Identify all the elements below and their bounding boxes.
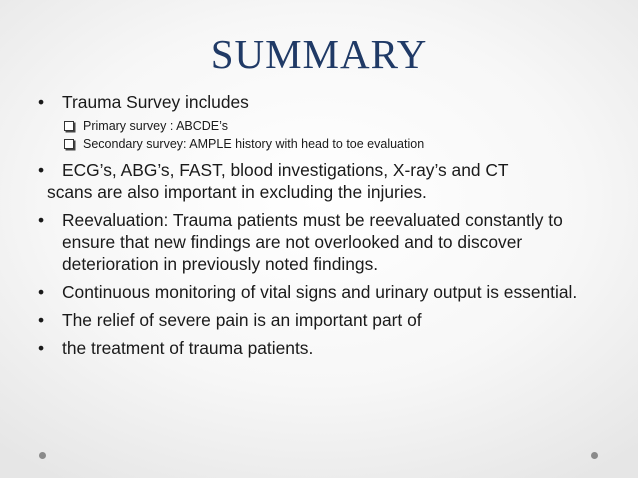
slide-title: SUMMARY	[210, 31, 428, 77]
bullet-text: The relief of severe pain is an important part of	[62, 310, 422, 330]
bullet-text-line2: scans are also important in excluding the injuries.	[47, 182, 427, 202]
bullet-item-trauma-survey	[38, 91, 608, 153]
sub-item-primary-survey	[62, 117, 608, 135]
bullet-text: the treatment of trauma patients.	[62, 338, 314, 358]
bullet-text: Reevaluation: Trauma patients must be reevaluated constantly to ensure that new findings are not overlooked and to discover deterioration in previously noted findings.	[62, 210, 563, 274]
sub-item-text: Secondary survey: AMPLE history with head to toe evaluation	[83, 137, 425, 151]
bullet-dot: •	[38, 210, 45, 230]
sub-item-secondary-survey	[62, 135, 608, 153]
bullet-dot: •	[38, 338, 45, 358]
bullet-dot: •	[38, 282, 45, 302]
decorative-dot-right	[591, 452, 598, 459]
bullet-dot: •	[38, 160, 45, 180]
bullet-item-reevaluation	[38, 209, 608, 275]
bullet-dot: •	[38, 310, 45, 330]
bullet-text: Trauma Survey includes	[62, 92, 249, 112]
sub-bullet-list	[62, 117, 608, 153]
checkbox-bullet-icon	[64, 139, 74, 149]
bullet-list	[38, 91, 608, 365]
bullet-item-pain-relief	[38, 309, 608, 331]
bullet-dot: •	[38, 92, 45, 112]
bullet-item-treatment	[38, 337, 608, 359]
checkbox-bullet-icon	[64, 121, 74, 131]
bullet-item-monitoring	[38, 281, 608, 303]
bullet-text-line1: ECG’s, ABG’s, FAST, blood investigations, X-ray’s and CT	[62, 160, 509, 180]
bullet-text: Continuous monitoring of vital signs and urinary output is essential.	[62, 282, 578, 302]
bullet-item-investigations	[38, 159, 608, 203]
decorative-dot-left	[39, 452, 46, 459]
sub-item-text: Primary survey : ABCDE’s	[83, 119, 228, 133]
